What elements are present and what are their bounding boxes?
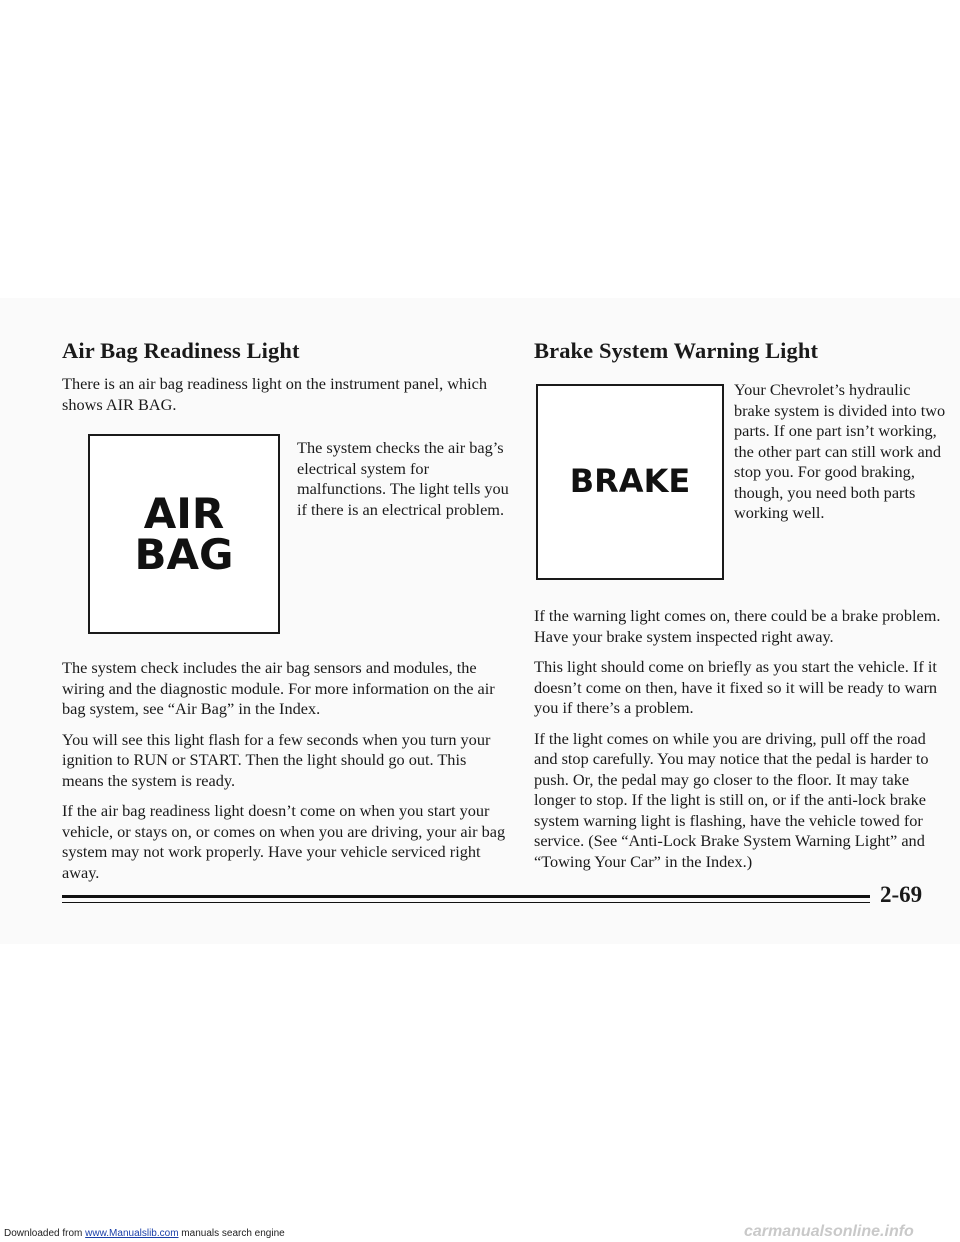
air-bag-heading: Air Bag Readiness Light xyxy=(62,338,300,363)
brake-heading: Brake System Warning Light xyxy=(534,338,819,363)
download-suffix: manuals search engine xyxy=(178,1228,285,1239)
brake-body xyxy=(534,606,944,882)
air-bag-section xyxy=(62,338,509,882)
air-bag-indicator-line-2: BAG xyxy=(134,530,234,579)
brake-indicator-label: BRAKE xyxy=(569,462,691,501)
air-bag-paragraph: If the air bag readiness light doesn’t come on when you start your vehicle, or stays on, or comes on when you are driving, your air bag system may not work properly. Have your vehicle serviced right away. xyxy=(62,801,506,882)
air-bag-paragraph: The system check includes the air bag sensors and modules, the wiring and the diagnostic module. For more information on the air bag system, see “Air Bag” in the Index. xyxy=(62,658,495,718)
brake-indicator-icon xyxy=(536,384,724,580)
air-bag-body xyxy=(62,658,508,893)
brake-paragraph: If the light comes on while you are driving, pull off the road and stop carefully. You may notice that the pedal is harder to push. Or, the pedal may go closer to the floor. It may take longer to stop. If the light is still on, or if the anti-lock brake system warning light is flashing, have the vehicle towed for service. (See “Anti-Lock Brake System Warning Light” and “Towing Your Car” in the Index.) xyxy=(534,728,929,871)
download-prefix: Downloaded from xyxy=(4,1228,86,1239)
page-number: 2-69 xyxy=(880,882,923,907)
air-bag-side-text: The system checks the air bag’s electrical system for malfunctions. The light tells you if there is an electrical problem. xyxy=(297,438,509,519)
air-bag-indicator-line-1: AIR xyxy=(143,488,225,538)
footer-rule-thick xyxy=(62,895,870,898)
air-bag-paragraph: You will see this light flash for a few seconds when you turn your ignition to RUN or START. Then the light should go out. This means the system is ready. xyxy=(62,729,491,790)
brake-section xyxy=(534,338,946,871)
manualslib-link[interactable]: www.Manualslib.com xyxy=(85,1228,179,1239)
brake-paragraph: This light should come on briefly as you start the vehicle. If it doesn’t come on then, have it fixed so it will be ready to warn you if there’s a problem. xyxy=(534,657,938,717)
air-bag-indicator-icon xyxy=(88,434,280,634)
watermark-text: carmanualsonline.info xyxy=(744,1223,914,1240)
air-bag-intro: There is an air bag readiness light on the instrument panel, which shows AIR BAG. xyxy=(62,374,487,414)
brake-side-text: Your Chevrolet’s hydraulic brake system is divided into two parts. If one part isn’t working, the other part can still work and stop you. For good braking, though, you need both parts working well. xyxy=(734,380,946,522)
footer-rule-thin xyxy=(62,902,870,903)
brake-paragraph: If the warning light comes on, there could be a brake problem. Have your brake system inspected right away. xyxy=(534,606,941,646)
download-banner xyxy=(4,1228,285,1240)
